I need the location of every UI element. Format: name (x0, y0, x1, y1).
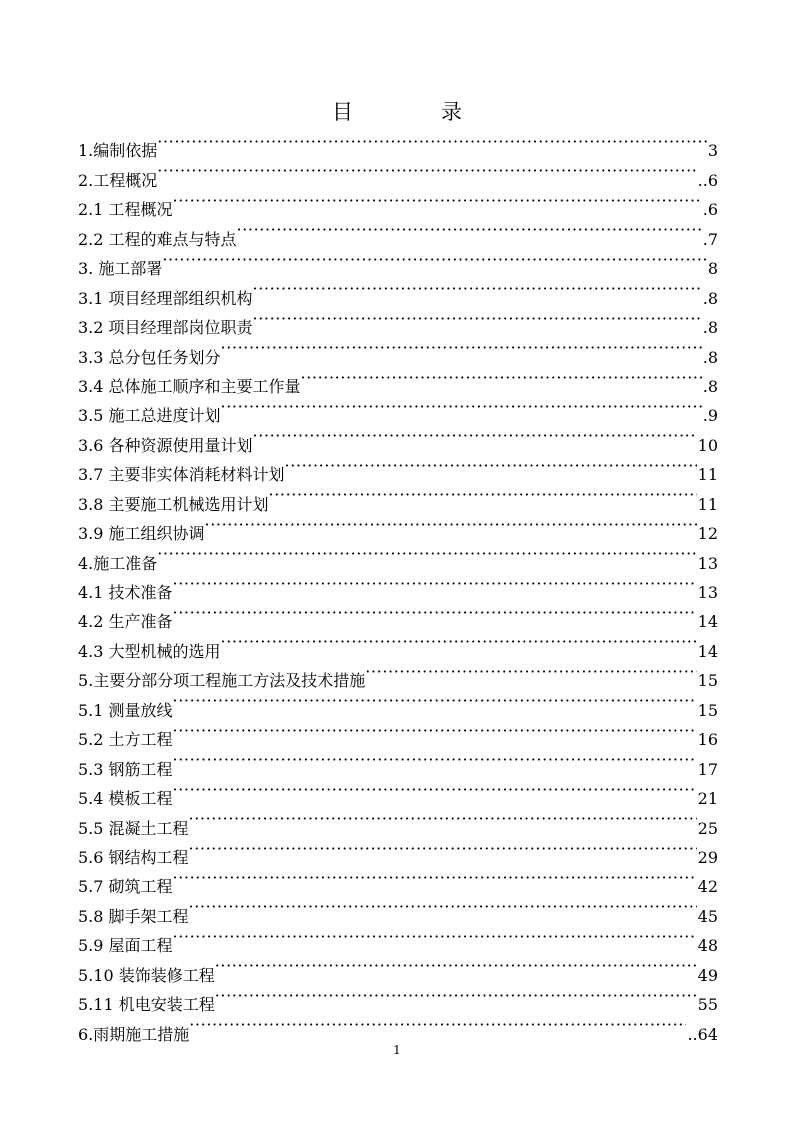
toc-entry-label: 2.工程概况 (78, 170, 158, 190)
toc-entry[interactable] (78, 156, 718, 190)
toc-entry-page: 42 (697, 877, 718, 897)
toc-entry-label: 4.3 大型机械的选用 (78, 641, 221, 661)
title-left-char: 目 (332, 100, 353, 124)
toc-dot-leader (189, 1010, 686, 1039)
toc-entry-page: 11 (697, 465, 718, 485)
toc-entry-page: .9 (702, 406, 718, 426)
toc-entry-page: .8 (702, 376, 718, 396)
toc-entry-page: 48 (697, 936, 718, 956)
toc-dot-leader (221, 392, 702, 421)
toc-entry[interactable] (78, 716, 718, 750)
toc-entry[interactable] (78, 745, 718, 779)
toc-entry-label: 5.7 砌筑工程 (78, 877, 173, 897)
toc-entry-label: 3.5 施工总进度计划 (78, 406, 221, 426)
toc-entry[interactable] (78, 215, 718, 249)
toc-entry-page: 12 (697, 524, 718, 544)
toc-entry-label: 4.施工准备 (78, 553, 158, 573)
toc-entry[interactable] (78, 127, 718, 161)
toc-entry[interactable] (78, 274, 718, 308)
title-right-char: 录 (441, 100, 462, 124)
toc-entry-label: 5.10 装饰装修工程 (78, 965, 215, 985)
toc-entry-page: .8 (702, 347, 718, 367)
toc-entry-label: 3.4 总体施工顺序和主要工作量 (78, 376, 301, 396)
toc-entry-label: 1.编制依据 (78, 141, 158, 161)
toc-dot-leader (173, 775, 697, 804)
toc-entry-page: .8 (702, 318, 718, 338)
toc-entry-page: 16 (697, 730, 718, 750)
toc-entry-page: 45 (697, 906, 718, 926)
toc-entry-page: 8 (707, 259, 718, 279)
toc-entry-label: 3.2 项目经理部岗位职责 (78, 318, 253, 338)
toc-entry-label: 3.7 主要非实体消耗材料计划 (78, 465, 285, 485)
toc-entry-label: 2.1 工程概况 (78, 200, 173, 220)
toc-entry-page: 10 (697, 435, 718, 455)
toc-entry-page: .6 (702, 200, 718, 220)
toc-dot-leader (189, 834, 697, 863)
toc-entry-page: 15 (697, 700, 718, 720)
toc-entry-label: 4.1 技术准备 (78, 583, 173, 602)
toc-entry-label: 3.3 总分包任务划分 (78, 347, 221, 367)
toc-entry-page: .7 (702, 229, 718, 249)
toc-dot-leader (157, 539, 696, 568)
toc-entry-page: 49 (697, 965, 718, 985)
toc-entry-label: 5.9 屋面工程 (78, 936, 173, 956)
toc-entry-label: 3. 施工部署 (78, 259, 163, 279)
toc-entry-label: 3.9 施工组织协调 (78, 524, 205, 544)
table-of-contents (78, 127, 718, 1044)
toc-entry[interactable] (78, 804, 718, 838)
toc-entry-label: 5.3 钢筋工程 (78, 759, 173, 779)
toc-entry-label: 5.5 混凝土工程 (78, 818, 189, 838)
toc-dot-leader (221, 627, 697, 656)
toc-entry-label: 5.4 模板工程 (78, 789, 173, 809)
toc-entry-label: 5.主要分部分项工程施工方法及技术措施 (78, 671, 366, 691)
toc-entry[interactable] (78, 569, 718, 602)
toc-entry-page: 14 (697, 641, 718, 661)
toc-entry[interactable] (78, 775, 718, 809)
document-title (0, 96, 794, 126)
toc-dot-leader (285, 451, 697, 480)
toc-dot-leader (189, 892, 697, 921)
toc-entry[interactable] (78, 245, 718, 279)
toc-dot-leader (269, 480, 697, 509)
toc-dot-leader (205, 510, 697, 539)
toc-entry[interactable] (78, 186, 718, 220)
toc-entry[interactable] (78, 892, 718, 926)
toc-entry-label: 5.1 测量放线 (78, 700, 173, 720)
toc-dot-leader (173, 863, 697, 892)
toc-entry[interactable] (78, 598, 718, 632)
toc-dot-leader (253, 274, 702, 303)
toc-dot-leader (162, 245, 706, 274)
page-number: 1 (393, 1043, 401, 1057)
toc-dot-leader (237, 215, 702, 244)
toc-dot-leader (173, 186, 702, 215)
toc-entry-page: 55 (697, 995, 718, 1015)
toc-dot-leader (173, 745, 697, 774)
toc-entry-label: 6.雨期施工措施 (78, 1024, 190, 1044)
toc-entry-label: 5.8 脚手架工程 (78, 906, 189, 926)
toc-entry[interactable] (78, 863, 718, 897)
toc-dot-leader (173, 922, 697, 951)
toc-entry-page: 14 (697, 612, 718, 632)
toc-entry-page: 15 (697, 671, 718, 691)
toc-entry-page: 3 (707, 141, 718, 161)
toc-dot-leader (173, 598, 697, 627)
toc-dot-leader (365, 657, 696, 686)
toc-entry-page: 13 (697, 553, 718, 573)
toc-entry-label: 3.8 主要施工机械选用计划 (78, 494, 269, 514)
toc-entry-page: 11 (697, 494, 718, 514)
toc-dot-leader (189, 804, 697, 833)
toc-entry-label: 3.6 各种资源使用量计划 (78, 435, 253, 455)
toc-entry-label: 5.6 钢结构工程 (78, 847, 189, 867)
toc-dot-leader (173, 716, 697, 745)
toc-dot-leader (215, 981, 697, 1010)
toc-entry-label: 2.2 工程的难点与特点 (78, 229, 237, 249)
toc-dot-leader (221, 333, 702, 362)
toc-dot-leader (173, 569, 697, 598)
toc-entry-page: 17 (697, 759, 718, 779)
toc-entry-page: 13 (697, 583, 718, 602)
toc-entry[interactable] (78, 686, 718, 720)
toc-dot-leader (215, 951, 697, 980)
toc-dot-leader (253, 304, 702, 333)
toc-entry-page: 25 (697, 818, 718, 838)
toc-dot-leader (301, 363, 702, 392)
toc-entry-page: .8 (702, 288, 718, 308)
toc-entry[interactable] (78, 539, 718, 573)
toc-entry-label: 5.11 机电安装工程 (78, 995, 215, 1015)
toc-entry-page: 29 (697, 847, 718, 867)
toc-entry-page: 21 (697, 789, 718, 809)
toc-entry[interactable] (78, 951, 718, 985)
toc-entry[interactable] (78, 627, 718, 661)
toc-dot-leader (157, 127, 707, 156)
toc-entry-page: ..64 (687, 1024, 718, 1044)
toc-entry-page: ..6 (697, 170, 718, 190)
toc-dot-leader (157, 156, 696, 185)
toc-dot-leader (173, 686, 697, 715)
toc-entry-label: 4.2 生产准备 (78, 612, 173, 632)
toc-entry[interactable] (78, 922, 718, 956)
toc-entry-label: 5.2 土方工程 (78, 730, 173, 750)
toc-entry-label: 3.1 项目经理部组织机构 (78, 288, 253, 308)
toc-dot-leader (253, 421, 697, 450)
